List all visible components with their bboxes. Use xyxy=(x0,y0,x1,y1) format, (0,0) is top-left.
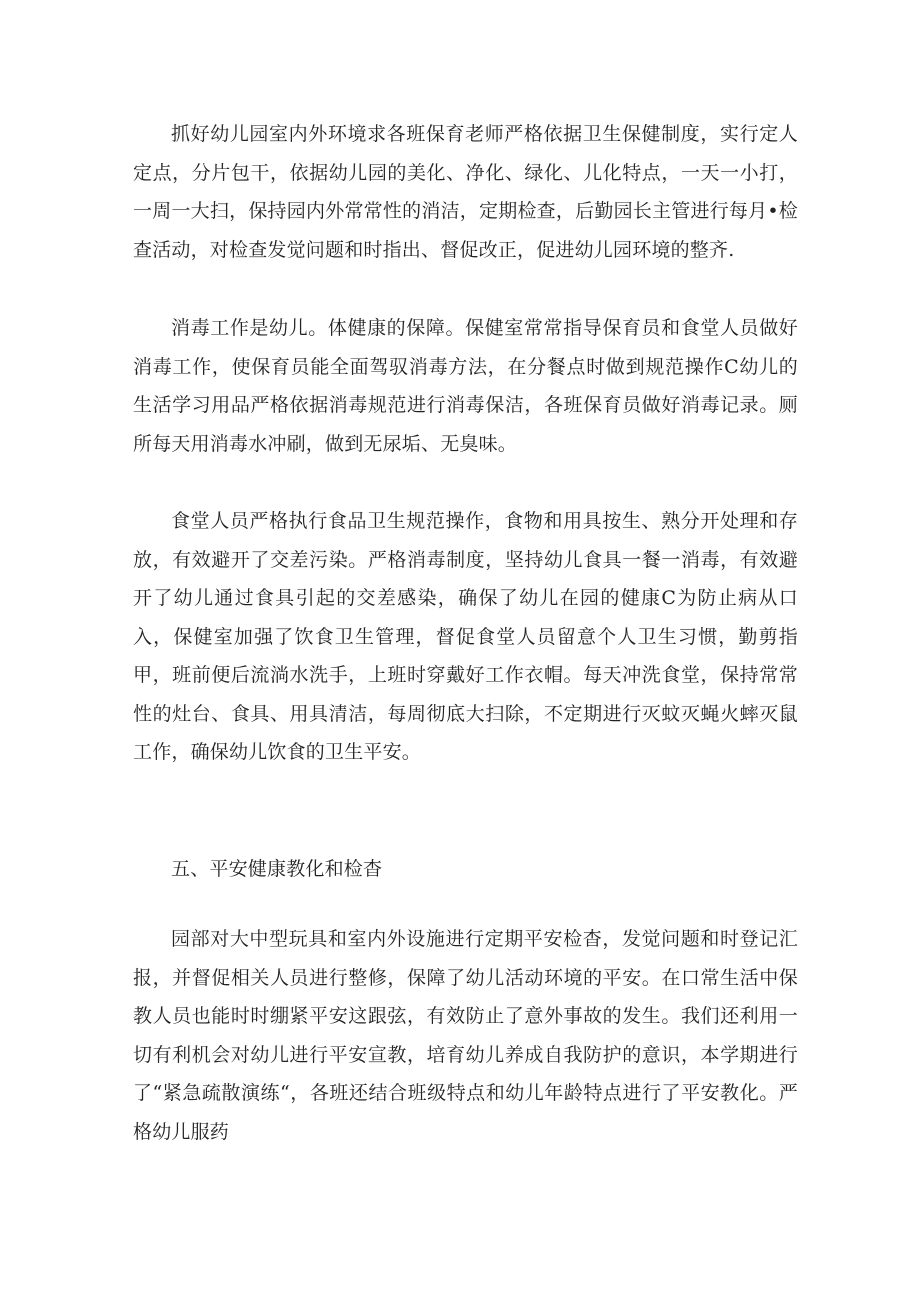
paragraph-disinfection: 消毒工作是幼儿。体健康的保障。保健室常常指导保育员和食堂人员做好消毒工作，使保育员能全面驾驭消毒方法，在分餐点时做到规范操作C幼儿的生活学习用品严格依据消毒规范进行消毒保洁，各班保育员做好消毒记录。厕所每天用消毒水冲刷，做到无尿垢、无臭味。 xyxy=(133,317,798,455)
paragraph-safety: 园部对大中型玩具和室内外设施进行定期平安检杳，发觉问题和时登记汇报，并督促相关人员进行整修，保障了幼儿活动环境的平安。在口常生活中保教人员也能时时绷紧平安这跟弦，有效防止了意外事故的发生。我们还利用一切有利机会对幼儿进行平安宣教，培育幼儿养成自我防护的意识，本学期进行了“紧急疏散演练“，各班还结合班级特点和幼儿年龄特点进行了平安教化。严格幼儿服药 xyxy=(133,928,798,1143)
paragraph-canteen: 食堂人员严格执行食品卫生规范操作，食物和用具按生、熟分开处理和存放，有效避开了交差污染。严格消毒制度，坚持幼儿食具一餐一消毒，有效避开了幼儿通过食具引起的交差感染，确保了幼儿在园的健康C为防止病从口入，保健室加强了饮食卫生管理，督促食堂人员留意个人卫生习惯，勤剪指甲，班前便后流淌水洗手，上班时穿戴好工作衣帽。每天冲洗食堂，保持常常性的灶台、食具、用具清洁，每周彻底大扫除，不定期进行灭蚊灭蝇火蟀灭鼠工作，确保幼儿饮食的卫生平安。 xyxy=(133,510,798,763)
paragraph-environment: 抓好幼儿园室内外环境求各班保育老师严格依据卫生保健制度，实行定人定点，分片包干，依据幼儿园的美化、净化、绿化、儿化特点，一天一小打，一周一大扫，保持园内外常常性的消洁，定期检查，后勤园长主管进行每月•检查活动，对检查发觉问题和时指出、督促改正，促进幼儿园环境的整齐. xyxy=(133,123,798,261)
section-heading: 五、平安健康教化和检杳 xyxy=(171,858,383,880)
